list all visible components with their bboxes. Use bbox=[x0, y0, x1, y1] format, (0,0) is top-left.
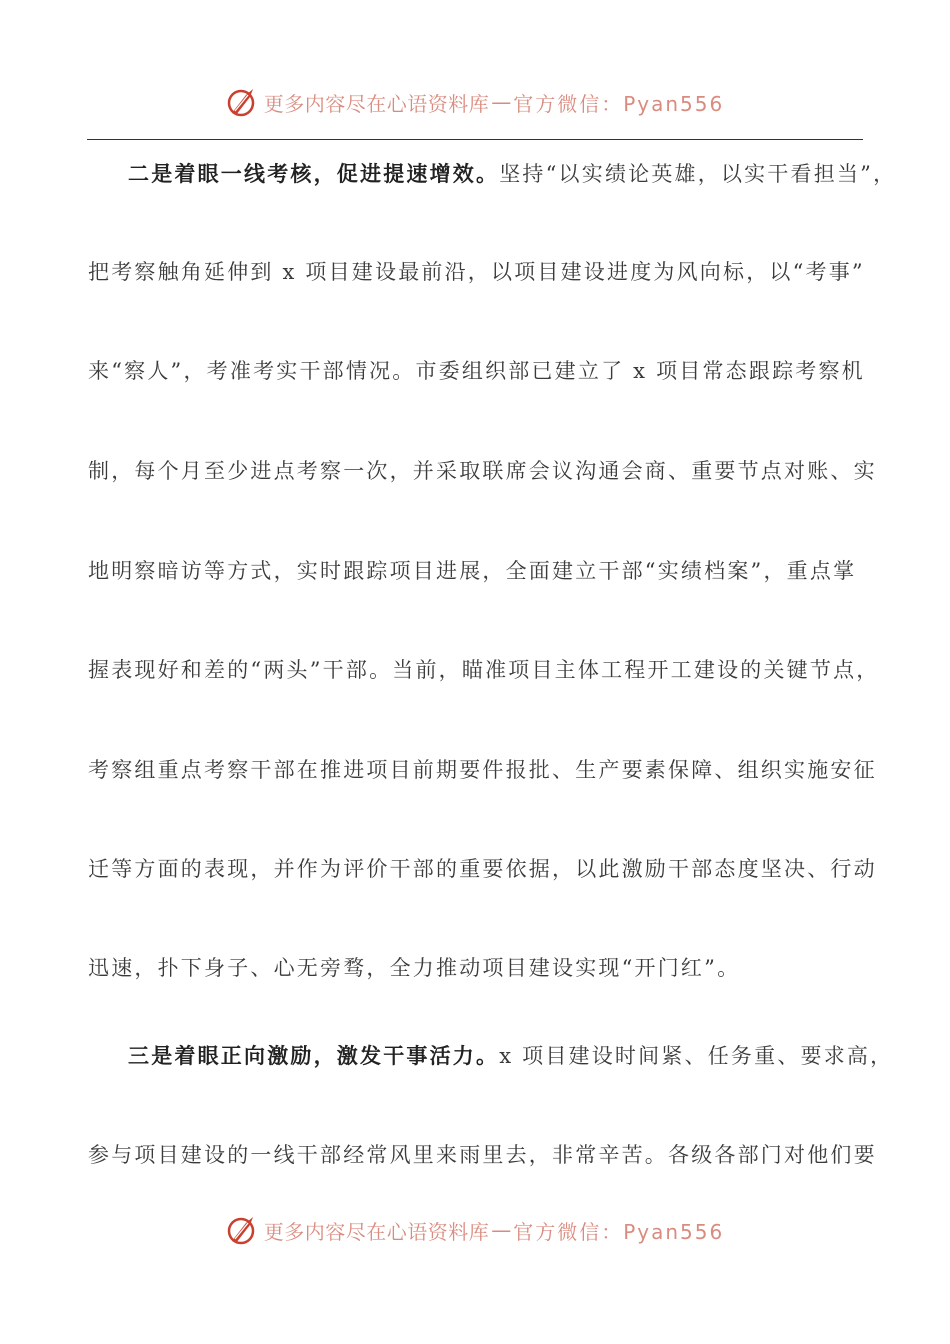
header-brand-text: 更多内容尽在心语资料库 bbox=[263, 91, 490, 116]
paragraph-heading: 二是着眼一线考核，促进提速增效。 bbox=[128, 161, 500, 186]
paragraph-line: 握表现好和差的“两头”干部。当前，瞄准项目主体工程开工建设的关键节点， bbox=[88, 658, 880, 682]
header-watermark bbox=[0, 82, 950, 122]
footer-wechat-text: 官方微信：Pyan556 bbox=[513, 1219, 725, 1244]
paragraph-line: 迅速，扑下身子、心无旁骛，全力推动项目建设实现“开门红”。 bbox=[88, 956, 741, 980]
paragraph-line bbox=[128, 158, 918, 190]
paragraph-line: 考察组重点考察干部在推进项目前期要件报批、生产要素保障、组织实施安征 bbox=[88, 758, 877, 782]
header-divider bbox=[87, 139, 863, 140]
paragraph-heading: 三是着眼正向激励，激发干事活力。 bbox=[128, 1043, 500, 1068]
pen-logo-icon bbox=[226, 1213, 260, 1247]
pen-logo-icon bbox=[226, 85, 260, 119]
paragraph-text: x 项目建设时间紧、任务重、要求高， bbox=[499, 1044, 894, 1068]
paragraph-line: 迁等方面的表现，并作为评价干部的重要依据，以此激励干部态度坚决、行动 bbox=[88, 857, 877, 881]
paragraph-line: 把考察触角延伸到 x 项目建设最前沿，以项目建设进度为风向标，以“考事” bbox=[88, 260, 865, 284]
header-separator: — bbox=[491, 90, 512, 114]
paragraph-line bbox=[128, 1040, 918, 1072]
footer-watermark bbox=[0, 1210, 950, 1250]
header-wechat-text: 官方微信：Pyan556 bbox=[513, 91, 725, 116]
paragraph-line: 地明察暗访等方式，实时跟踪项目进展，全面建立干部“实绩档案”，重点掌 bbox=[88, 559, 857, 583]
footer-separator: — bbox=[491, 1218, 512, 1242]
footer-brand-text: 更多内容尽在心语资料库 bbox=[263, 1219, 490, 1244]
paragraph-line: 参与项目建设的一线干部经常风里来雨里去，非常辛苦。各级各部门对他们要 bbox=[88, 1143, 877, 1167]
paragraph-text: 坚持“以实绩论英雄，以实干看担当”， bbox=[499, 162, 897, 186]
paragraph-line: 制，每个月至少进点考察一次，并采取联席会议沟通会商、重要节点对账、实 bbox=[88, 459, 877, 483]
paragraph-line: 来“察人”，考准考实干部情况。市委组织部已建立了 x 项目常态跟踪考察机 bbox=[88, 359, 865, 383]
